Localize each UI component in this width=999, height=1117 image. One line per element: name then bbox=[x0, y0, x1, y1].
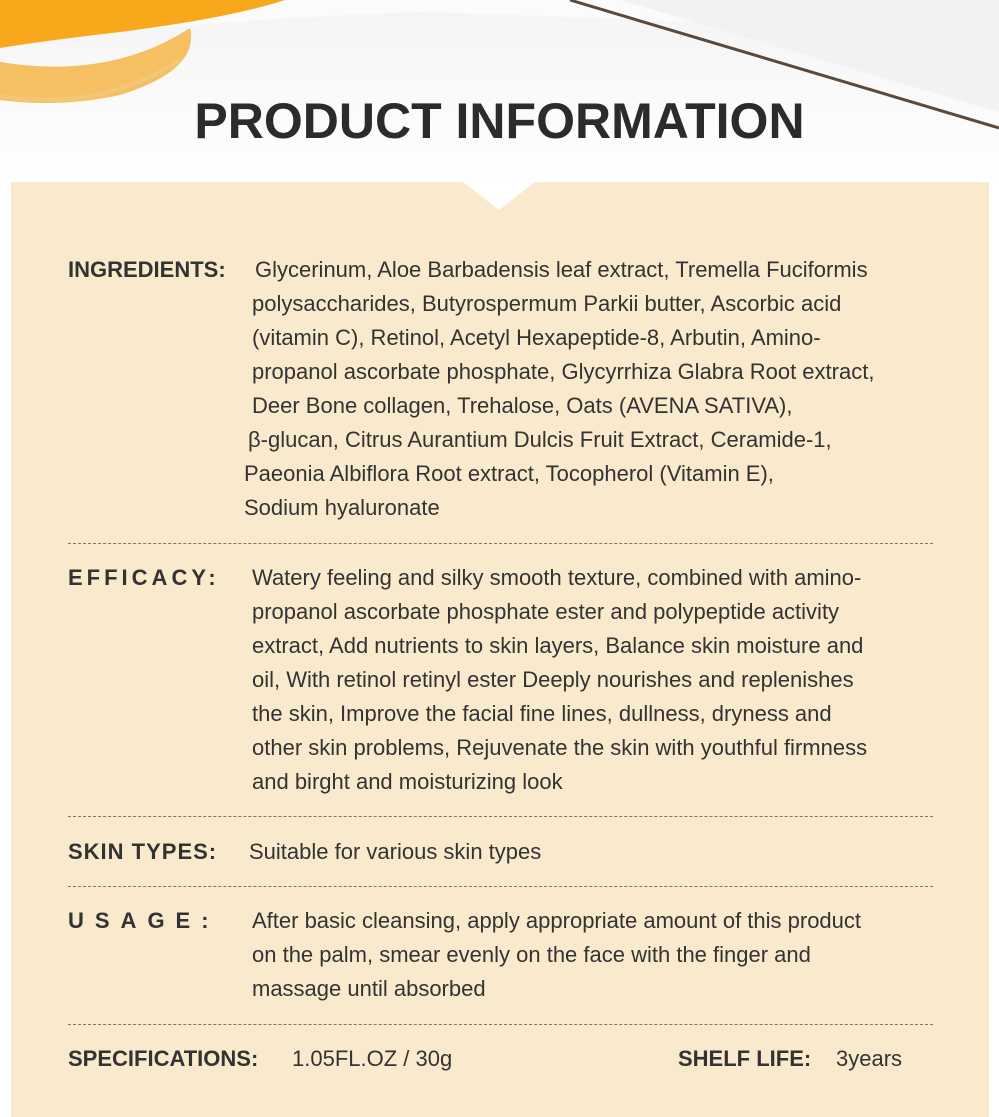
efficacy-label: EFFICACY: bbox=[68, 565, 220, 590]
section-divider bbox=[68, 886, 933, 887]
ingredients-line: polysaccharides, Butyrospermum Parkii butter, Ascorbic acid bbox=[252, 291, 842, 316]
section-divider bbox=[68, 1024, 933, 1025]
efficacy-line: other skin problems, Rejuvenate the skin with youthful firmness bbox=[252, 735, 868, 760]
efficacy-line: Watery feeling and silky smooth texture, combined with amino- bbox=[252, 565, 862, 590]
efficacy-section bbox=[68, 561, 948, 801]
usage-section bbox=[68, 904, 948, 1008]
efficacy-line: propanol ascorbate phosphate ester and polypeptide activity bbox=[252, 599, 840, 624]
usage-line: After basic cleansing, apply appropriate amount of this product bbox=[252, 908, 862, 933]
specifications-section bbox=[68, 1042, 948, 1076]
usage-line: massage until absorbed bbox=[252, 976, 486, 1001]
skin-types-label: SKIN TYPES: bbox=[68, 839, 218, 864]
page-title: PRODUCT INFORMATION bbox=[194, 93, 805, 149]
efficacy-text bbox=[252, 561, 952, 799]
skin-types-section bbox=[68, 835, 948, 869]
ingredients-line: propanol ascorbate phosphate, Glycyrrhiza Glabra Root extract, bbox=[252, 359, 875, 384]
ingredients-section bbox=[68, 253, 948, 525]
ingredients-line: (vitamin C), Retinol, Acetyl Hexapeptide-8, Arbutin, Amino- bbox=[252, 325, 821, 350]
ingredients-text bbox=[68, 253, 948, 525]
usage-label: USAGE: bbox=[68, 908, 220, 933]
specifications-value: 1.05FL.OZ / 30g bbox=[292, 1046, 453, 1071]
usage-line: on the palm, smear evenly on the face with the finger and bbox=[252, 942, 811, 967]
ingredients-line: Deer Bone collagen, Trehalose, Oats (AVENA SATIVA), bbox=[252, 393, 793, 418]
efficacy-line: extract, Add nutrients to skin layers, Balance skin moisture and bbox=[252, 633, 864, 658]
section-divider bbox=[68, 816, 933, 817]
shelf-life-label: SHELF LIFE: bbox=[678, 1046, 812, 1071]
section-divider bbox=[68, 543, 933, 544]
efficacy-line: oil, With retinol retinyl ester Deeply nourishes and replenishes bbox=[252, 667, 854, 692]
ingredients-line: Sodium hyaluronate bbox=[244, 495, 440, 520]
usage-text bbox=[252, 904, 952, 1006]
ingredients-line: Glycerinum, Aloe Barbadensis leaf extract, Tremella Fuciformis bbox=[255, 257, 868, 282]
ingredients-line: Paeonia Albiflora Root extract, Tocopherol (Vitamin E), bbox=[244, 461, 774, 486]
ingredients-label: INGREDIENTS: bbox=[68, 257, 226, 282]
efficacy-line: the skin, Improve the facial fine lines, dullness, dryness and bbox=[252, 701, 832, 726]
ingredients-line: β-glucan, Citrus Aurantium Dulcis Fruit Extract, Ceramide-1, bbox=[248, 427, 832, 452]
shelf-life-value: 3years bbox=[836, 1046, 903, 1071]
specifications-label: SPECIFICATIONS: bbox=[68, 1046, 259, 1071]
efficacy-line: and birght and moisturizing look bbox=[252, 769, 563, 794]
skin-types-value: Suitable for various skin types bbox=[249, 839, 542, 864]
header-banner bbox=[0, 0, 999, 190]
panel-notch bbox=[463, 182, 535, 210]
